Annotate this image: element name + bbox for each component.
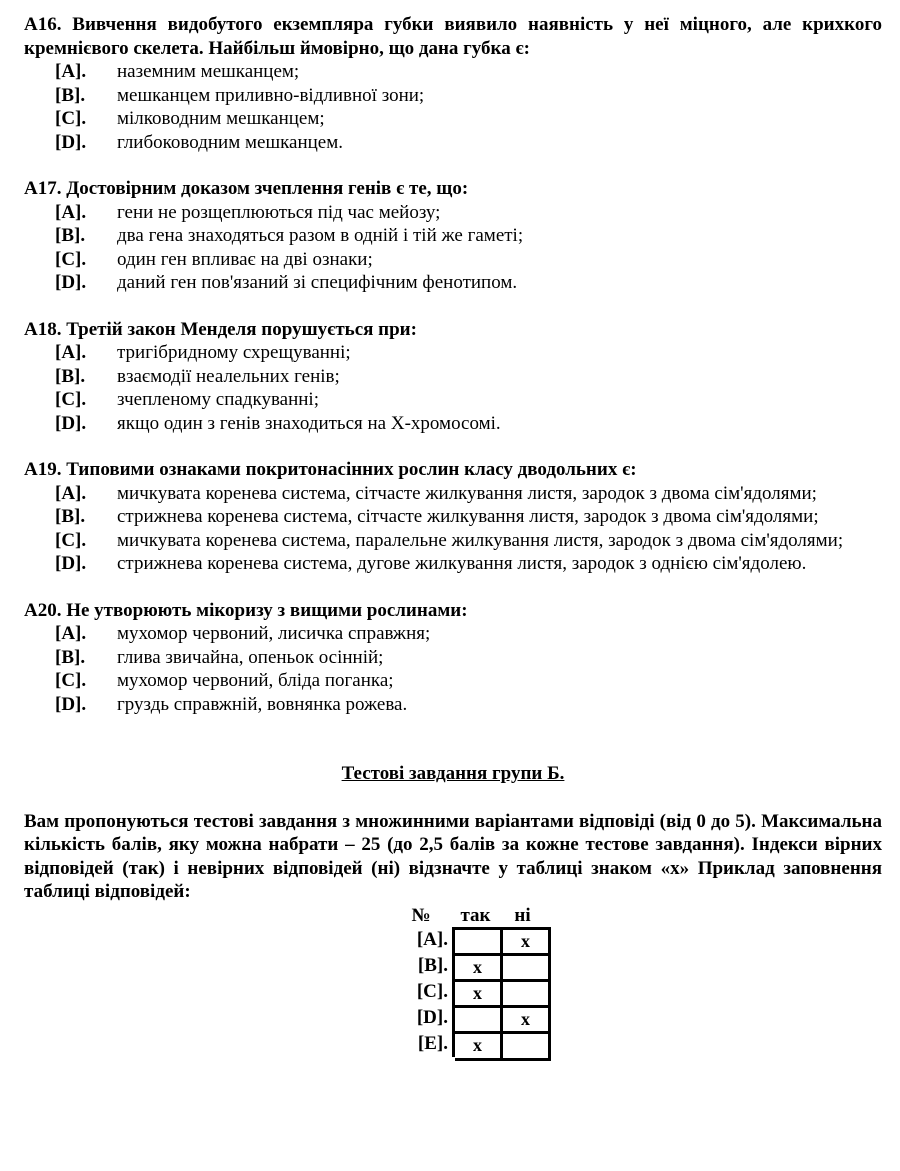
question-a18	[24, 318, 882, 436]
option-text: мичкувата коренева система, сітчасте жилкування листя, зародок з двома сім'ядолями;	[117, 482, 817, 504]
option-d	[24, 693, 882, 717]
option-label: [D].	[55, 553, 87, 574]
option-text: якщо один з генів знаходиться на Х-хромосомі.	[117, 412, 501, 434]
option-label: [A].	[55, 201, 87, 223]
option-b	[24, 505, 882, 529]
option-label: [C].	[55, 529, 87, 551]
option-a	[24, 482, 882, 506]
header-no: ні	[514, 904, 531, 926]
option-text: тригібридному схрещуванні;	[117, 342, 351, 363]
question-stem: А17. Достовірним доказом зчеплення генів є те, що:	[24, 178, 469, 199]
header-number: №	[411, 904, 431, 926]
question-a17	[24, 177, 882, 295]
option-text: два гена знаходяться разом в одній і тій же гаметі;	[117, 225, 524, 246]
option-text: глибоководним мешканцем.	[117, 131, 343, 153]
row-label: [B].	[417, 954, 448, 976]
option-text: мухомор червоний, бліда поганка;	[117, 670, 394, 691]
table-header	[390, 905, 882, 927]
option-text: зчепленому спадкуванні;	[117, 389, 319, 410]
option-c	[24, 248, 882, 272]
cell-no	[503, 1031, 551, 1061]
option-label: [A].	[55, 623, 87, 644]
cell-no	[503, 979, 551, 1006]
option-label: [B].	[55, 365, 86, 387]
cell-no: x	[503, 1005, 551, 1032]
option-label: [D].	[55, 272, 87, 293]
option-text: взаємодії неалельних генів;	[117, 365, 340, 387]
option-text: стрижнева коренева система, дугове жилкування листя, зародок з однією сім'ядолею.	[117, 553, 807, 574]
option-text: наземним мешканцем;	[117, 61, 300, 82]
option-text: даний ген пов'язаний зі специфічним фенотипом.	[117, 272, 518, 293]
cell-yes: x	[455, 953, 503, 980]
option-text: мешканцем приливно-відливної зони;	[117, 84, 425, 106]
question-stem: А19. Типовими ознаками покритонасінних рослин класу дводольних є:	[24, 459, 637, 480]
table-row	[390, 927, 882, 953]
table-row	[390, 1031, 882, 1057]
cell-yes	[455, 1005, 503, 1032]
question-a20	[24, 599, 882, 717]
cell-no: x	[503, 927, 551, 954]
section-b-title: Тестові завдання групи Б.	[341, 763, 565, 784]
row-label: [D].	[416, 1006, 448, 1028]
option-a	[24, 341, 882, 365]
option-c	[24, 107, 882, 131]
option-b	[24, 646, 882, 670]
option-label: [B].	[55, 506, 86, 527]
option-text: мілководним мешканцем;	[117, 108, 325, 129]
option-label: [C].	[55, 108, 87, 129]
option-text: стрижнева коренева система, сітчасте жилкування листя, зародок з двома сім'ядолями;	[117, 506, 819, 527]
option-label: [A].	[55, 342, 87, 363]
option-label: [D].	[55, 412, 87, 434]
option-text: один ген впливає на дві ознаки;	[117, 248, 373, 270]
option-b	[24, 365, 882, 389]
table-row	[390, 979, 882, 1005]
option-b	[24, 84, 882, 108]
section-b-intro: Вам пропонуються тестові завдання з множинними варіантами відповіді (від 0 до 5). Максимальна кількість балів, яку можна набрати – 25 (до 2,5 балів за кожне тестове завдання). Індекси вірних відповідей (так) і невірних відповідей (ні) відзначте у таблиці знаком «х» Приклад заповнення таблиці відповідей:	[24, 810, 882, 902]
option-text: гени не розщеплюються під час мейозу;	[117, 201, 441, 223]
option-label: [D].	[55, 693, 87, 715]
option-text: мухомор червоний, лисичка справжня;	[117, 623, 431, 644]
cell-yes: x	[455, 1031, 503, 1061]
question-a19	[24, 458, 882, 576]
cell-yes: x	[455, 979, 503, 1006]
option-d	[24, 271, 882, 295]
option-a	[24, 622, 882, 646]
cell-yes	[455, 927, 503, 954]
question-a16	[24, 13, 882, 154]
option-d	[24, 552, 882, 576]
option-c	[24, 529, 882, 553]
option-c	[24, 388, 882, 412]
option-d	[24, 412, 882, 436]
question-stem: А20. Не утворюють мікоризу з вищими рослинами:	[24, 599, 468, 621]
option-b	[24, 224, 882, 248]
option-label: [C].	[55, 389, 87, 410]
table-row	[390, 953, 882, 979]
option-label: [A].	[55, 61, 87, 82]
option-label: [B].	[55, 225, 86, 246]
option-c	[24, 669, 882, 693]
option-a	[24, 60, 882, 84]
option-label: [B].	[55, 84, 86, 106]
question-stem: А16. Вивчення видобутого екземпляра губки виявило наявність у неї міцного, але крихкого кремнієвого скелета. Найбільш ймовірно, що дана губка є:	[24, 14, 882, 59]
option-label: [A].	[55, 482, 87, 504]
option-text: глива звичайна, опеньок осінній;	[117, 646, 384, 668]
row-label: [E].	[417, 1032, 448, 1054]
option-d	[24, 131, 882, 155]
answer-example-table	[390, 905, 882, 1057]
option-label: [B].	[55, 646, 86, 668]
option-label: [D].	[55, 131, 87, 153]
option-text: мичкувата коренева система, паралельне жилкування листя, зародок з двома сім'ядолями;	[117, 529, 844, 551]
option-a	[24, 201, 882, 225]
question-stem: А18. Третій закон Менделя порушується при:	[24, 318, 417, 340]
option-label: [C].	[55, 670, 87, 691]
option-label: [C].	[55, 248, 87, 270]
cell-no	[503, 953, 551, 980]
row-label: [C].	[416, 980, 448, 1002]
header-yes: так	[460, 904, 491, 926]
option-text: груздь справжній, вовнянка рожева.	[117, 693, 408, 715]
row-label: [A].	[416, 928, 448, 950]
table-row	[390, 1005, 882, 1031]
